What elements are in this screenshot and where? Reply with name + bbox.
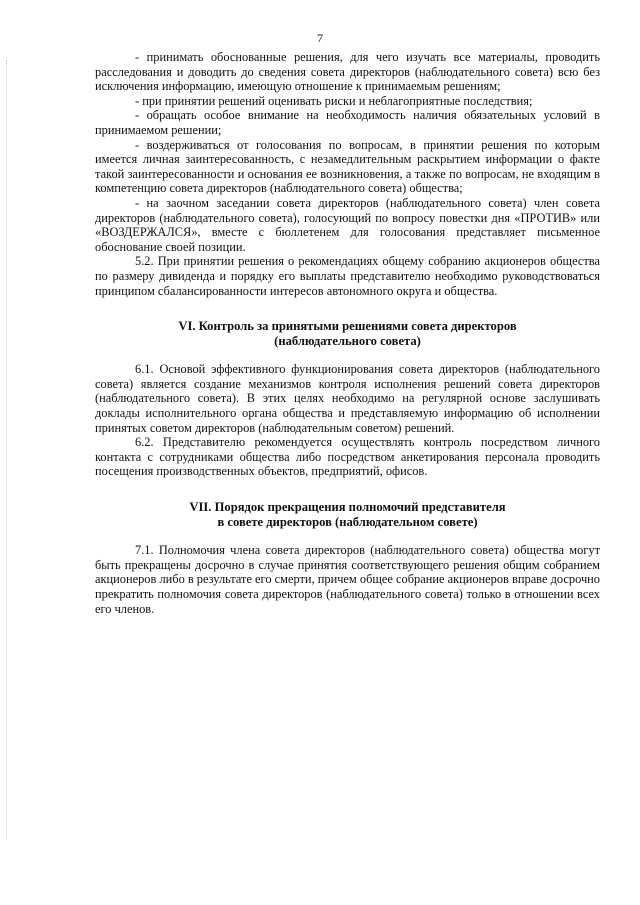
- paragraph-duty-assess-risks: - при принятии решений оценивать риски и неблагоприятные последствия;: [135, 93, 533, 108]
- section-vi-heading: [95, 319, 600, 348]
- section-vi-body: [95, 362, 600, 479]
- section-vi-heading-line1: VI. Контроль за принятыми решениями совета директоров: [178, 319, 517, 334]
- paragraph-duty-informed-decisions: - принимать обоснованные решения, для чего изучать все материалы, проводить расследования и доводить до сведения совета директоров (наблюдательного совета) всю без исключения информацию, имеющую отношение к принимаемым решениям;: [95, 50, 600, 94]
- paragraph-7-1: 7.1. Полномочия члена совета директоров (наблюдательного совета) общества могут быть прекращены досрочно в случае принятия соответствующего решения общим собранием акционеров либо в результате его смерти, причем общее собрание акционеров вправе досрочно прекратить полномочия совета директоров (наблюдательного совета) только в отношении всех его членов.: [95, 543, 600, 616]
- page-number: 7: [317, 31, 323, 45]
- page-content: [95, 50, 600, 616]
- paragraph-6-1: 6.1. Основой эффективного функционирования совета директоров (наблюдательного совета) является создание механизмов контроля исполнения решений совета директоров (наблюдательного совета). В этих целях необходимо на регулярной основе заслушивать доклады исполнительного органа общества и представляемую информацию об исполнении принятых советом директоров (наблюдательным советом) решений.: [95, 362, 600, 435]
- section-vii-heading: [95, 500, 600, 529]
- paragraph-duty-mandatory-conditions: - обращать особое внимание на необходимость наличия обязательных условий в принимаемом решении;: [95, 108, 600, 137]
- section-vii-body: [95, 543, 600, 616]
- section-vi-heading-line2: (наблюдательного совета): [274, 333, 421, 348]
- section-vii-heading-line2: в совете директоров (наблюдательном совете): [217, 514, 478, 529]
- paragraph-duty-abstain-conflict: - воздерживаться от голосования по вопросам, в принятии решения по которым имеется личная заинтересованность, с незамедлительным раскрытием информации о факте такой заинтересованности и основания ее возникновения, а также по вопросам, не входящим в компетенцию совета директоров (наблюдательного совета) общества;: [95, 137, 600, 196]
- section-vii-heading-line1: VII. Порядок прекращения полномочий представителя: [189, 500, 506, 515]
- paragraph-6-2: 6.2. Представителю рекомендуется осуществлять контроль посредством личного контакта с сотрудниками общества либо посредством анкетирования персонала проводить посещения производственных объектов, предприятий, офисов.: [95, 435, 600, 479]
- paragraph-duty-written-justification: - на заочном заседании совета директоров (наблюдательного совета) член совета директоров (наблюдательного совета), голосующий по вопросу повестки дня «ПРОТИВ» или «ВОЗДЕРЖАЛСЯ», вместе с бюллетенем для голосования представляет письменное обоснование своей позиции.: [95, 195, 600, 254]
- paragraph-5-2: 5.2. При принятии решения о рекомендациях общему собранию акционеров общества по размеру дивиденда и порядку его выплаты представителю необходимо руководствоваться принципом сбалансированности интересов автономного округа и общества.: [95, 254, 600, 298]
- scan-margin-marks: [6, 60, 9, 840]
